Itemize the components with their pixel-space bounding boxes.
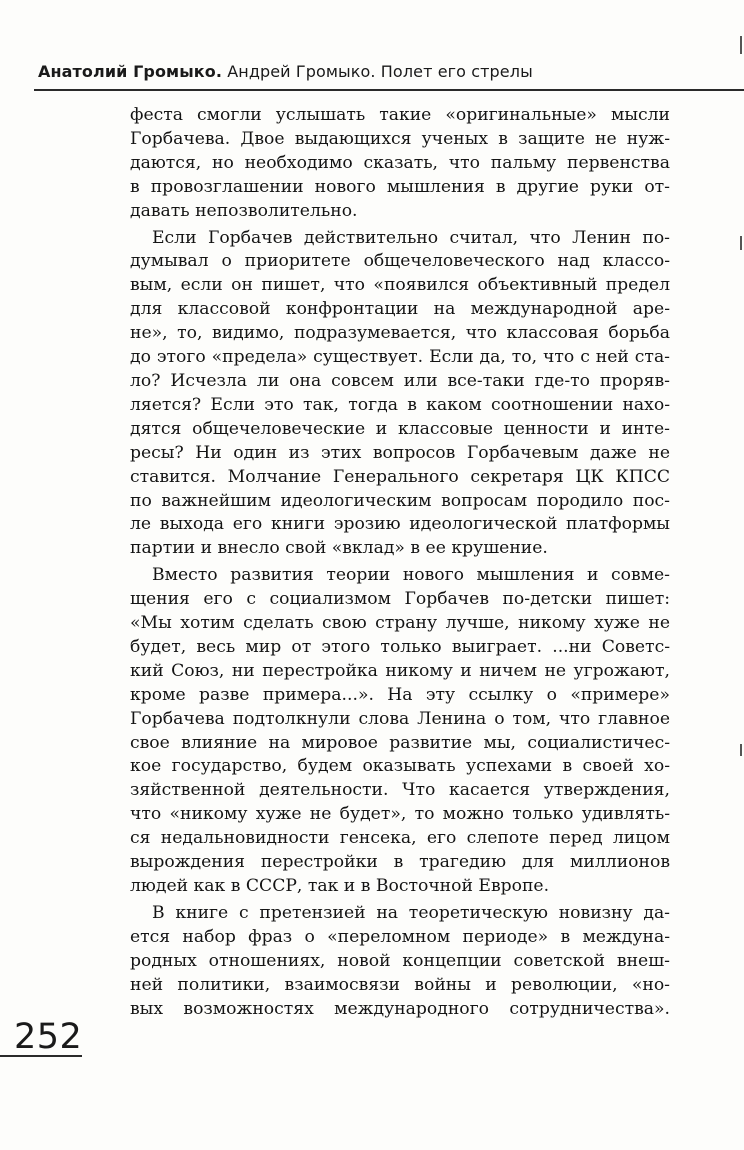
scan-edge-mark	[740, 744, 742, 756]
text-line: феста смогли услышать такие «оригинальные» мысли	[130, 105, 670, 125]
paragraph-3	[130, 564, 670, 899]
page-number-rule	[0, 1055, 82, 1057]
text-line: кроме разве примера...». На эту ссылку о «примере»	[130, 684, 670, 705]
text-line: не», то, видимо, подразумевается, что классовая борьба	[130, 323, 670, 344]
text-line: свое влияние на мировое развитие мы, социалистичес-	[130, 732, 670, 753]
text-line: партии и внесло свой «вклад» в ее крушение.	[130, 538, 548, 559]
text-line: людей как в СССР, так и в Восточной Европе.	[130, 876, 550, 896]
scan-edge-mark	[740, 36, 742, 54]
text-line: кое государство, будем оказывать успехами в своей хо-	[130, 756, 670, 777]
text-line: думывал о приоритете общечеловеческого над классо-	[130, 251, 670, 272]
running-head-author: Анатолий Громыко.	[38, 62, 223, 81]
text-line: вырождения перестройки в трагедию для миллионов	[130, 852, 670, 873]
text-line: ресы? Ни один из этих вопросов Горбачевым даже не	[130, 442, 670, 463]
text-line: давать непозволительно.	[130, 200, 358, 221]
paragraph-1	[130, 104, 670, 224]
text-line: ней политики, взаимосвязи войны и революции, «но-	[130, 974, 670, 995]
text-line: ле выхода его книги эрозию идеологической платформы	[130, 514, 670, 535]
page-number: 252	[14, 1017, 83, 1057]
running-head	[38, 62, 533, 81]
text-line: вых возможностях международного сотрудничества».	[130, 998, 670, 1019]
text-line: по важнейшим идеологическим вопросам породило пос-	[130, 490, 670, 511]
text-line: для классовой конфронтации на международной аре-	[130, 299, 670, 320]
text-line: родных отношениях, новой концепции советской внеш-	[130, 950, 670, 971]
paragraph-2	[130, 227, 670, 562]
running-head-rule	[34, 89, 744, 91]
paragraph-4	[130, 902, 670, 1022]
text-line: будет, весь мир от этого только выиграет. ...ни Советс-	[130, 636, 670, 657]
text-line: В книге с претензией на теоретическую новизну да-	[152, 902, 670, 923]
text-line: ляется? Если это так, тогда в каком соотношении нахо-	[130, 394, 670, 415]
text-line: щения его с социализмом Горбачев по-детски пишет:	[130, 589, 670, 610]
text-line: ется набор фраз о «переломном периоде» в междуна-	[130, 926, 670, 947]
text-line: Вместо развития теории нового мышления и совме-	[152, 565, 670, 586]
text-line: Горбачева подтолкнули слова Ленина о том, что главное	[130, 708, 670, 729]
running-head-book-title: Андрей Громыко. Полет его стрелы	[227, 62, 533, 81]
text-line: Если Горбачев действительно считал, что Ленин по-	[152, 227, 670, 248]
text-line: зяйственной деятельности. Что касается утверждения,	[130, 780, 670, 801]
body-text	[130, 104, 670, 1021]
text-line: кий Союз, ни перестройка никому и ничем не угрожают,	[130, 660, 670, 681]
text-line: в провозглашении нового мышления в другие руки от-	[130, 176, 670, 197]
text-line: Горбачева. Двое выдающихся ученых в защите не нуж-	[130, 128, 670, 149]
text-line: ставится. Молчание Генерального секретаря ЦК КПСС	[130, 466, 670, 487]
text-line: вым, если он пишет, что «появился объективный предел	[130, 275, 670, 296]
text-line: что «никому хуже не будет», то можно только удивлять-	[130, 804, 670, 825]
text-line: дятся общечеловеческие и классовые ценности и инте-	[130, 418, 670, 439]
text-line: ся недальновидности генсека, его слепоте перед лицом	[130, 828, 670, 849]
text-line: «Мы хотим сделать свою страну лучше, никому хуже не	[130, 613, 670, 634]
scan-edge-mark	[740, 236, 742, 250]
text-line: ло? Исчезла ли она совсем или все-таки где-то проряв-	[130, 370, 670, 391]
text-line: даются, но необходимо сказать, что пальму первенства	[130, 152, 670, 173]
text-line: до этого «предела» существует. Если да, то, что с ней ста-	[130, 347, 670, 368]
